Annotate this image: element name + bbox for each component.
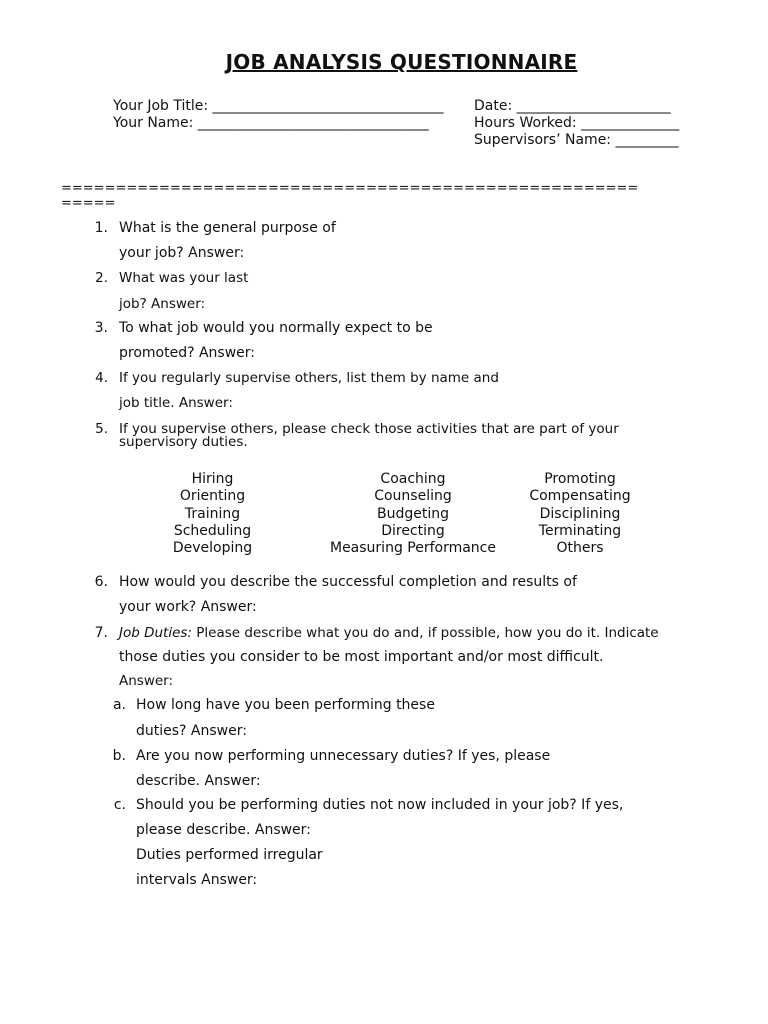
subquestion-text: Duties performed irregular: [136, 847, 323, 863]
activity-item[interactable]: Disciplining: [539, 505, 621, 522]
subquestion-text: How long have you been performing these: [136, 697, 435, 713]
subquestion-text: intervals Answer:: [136, 872, 258, 888]
subquestion-text: Are you now performing unnecessary duties? If yes, please: [136, 748, 551, 764]
activities-column-2: [313, 471, 513, 557]
question-number: 3.: [94, 320, 108, 336]
activity-item[interactable]: Others: [556, 540, 604, 557]
subquestion-letter: c.: [113, 797, 126, 813]
job-title-field[interactable]: Your Job Title: _________________________________: [113, 98, 444, 114]
activity-item[interactable]: Directing: [381, 522, 445, 539]
activity-item[interactable]: Terminating: [538, 522, 622, 539]
question-text-rest: Please describe what you do and, if possible, how you do it. Indicate: [191, 625, 659, 641]
question-text: What is the general purpose of: [119, 220, 336, 236]
question-text: your job? Answer:: [119, 245, 245, 261]
hours-worked-field[interactable]: Hours Worked: ______________: [474, 115, 680, 131]
supervisors-name-field[interactable]: Supervisors’ Name: _________: [474, 132, 679, 148]
question-text: job? Answer:: [119, 296, 206, 312]
question-text: What was your last: [119, 270, 249, 286]
divider-line-wrap: =====: [61, 196, 116, 211]
activity-item[interactable]: Scheduling: [173, 522, 252, 539]
activity-item[interactable]: Hiring: [191, 471, 234, 487]
activities-column-3: [520, 471, 640, 557]
page-title: JOB ANALYSIS QUESTIONNAIRE: [225, 50, 578, 74]
subquestion-letter: a.: [112, 697, 126, 713]
question-text: supervisory duties.: [119, 434, 248, 450]
question-number: 4.: [95, 370, 108, 386]
question-text: If you regularly supervise others, list them by name and: [119, 370, 499, 386]
question-number: 5.: [95, 421, 108, 437]
divider-line: =====================================================: [61, 181, 639, 196]
activities-column-1: [150, 471, 275, 557]
question-number: 7.: [94, 625, 108, 641]
activity-item[interactable]: Training: [184, 505, 241, 522]
activity-item[interactable]: Budgeting: [376, 505, 449, 522]
question-text: your work? Answer:: [119, 599, 257, 615]
activity-item[interactable]: Developing: [172, 540, 253, 557]
question-text: Answer:: [119, 673, 174, 689]
question-text: To what job would you normally expect to be: [119, 320, 433, 336]
subquestion-text: describe. Answer:: [136, 773, 261, 789]
activity-item[interactable]: Measuring Performance: [329, 540, 496, 557]
question-number: 6.: [94, 574, 108, 590]
question-text: those duties you consider to be most important and/or most difficult.: [119, 649, 604, 665]
subquestion-text: please describe. Answer:: [136, 822, 311, 838]
question-text: job title. Answer:: [119, 395, 233, 411]
date-field[interactable]: Date: ______________________: [474, 98, 671, 114]
subquestion-text: Should you be performing duties not now included in your job? If yes,: [136, 797, 624, 813]
activity-item[interactable]: Coaching: [380, 471, 446, 487]
subquestion-letter: b.: [112, 748, 126, 764]
activity-item[interactable]: Promoting: [544, 471, 616, 487]
subquestion-text: duties? Answer:: [136, 723, 247, 739]
question-text: How would you describe the successful completion and results of: [119, 574, 577, 590]
question-number: 1.: [94, 220, 108, 236]
activity-item[interactable]: Compensating: [529, 488, 631, 505]
question-number: 2.: [95, 270, 108, 286]
question-text: promoted? Answer:: [119, 345, 256, 361]
question-text: [119, 621, 659, 646]
job-duties-label: Job Duties:: [119, 625, 192, 641]
question-text: If you supervise others, please check those activities that are part of your: [119, 421, 619, 437]
name-field[interactable]: Your Name: _________________________________: [113, 115, 429, 131]
activity-item[interactable]: Orienting: [179, 488, 246, 505]
activity-item[interactable]: Counseling: [374, 488, 452, 505]
